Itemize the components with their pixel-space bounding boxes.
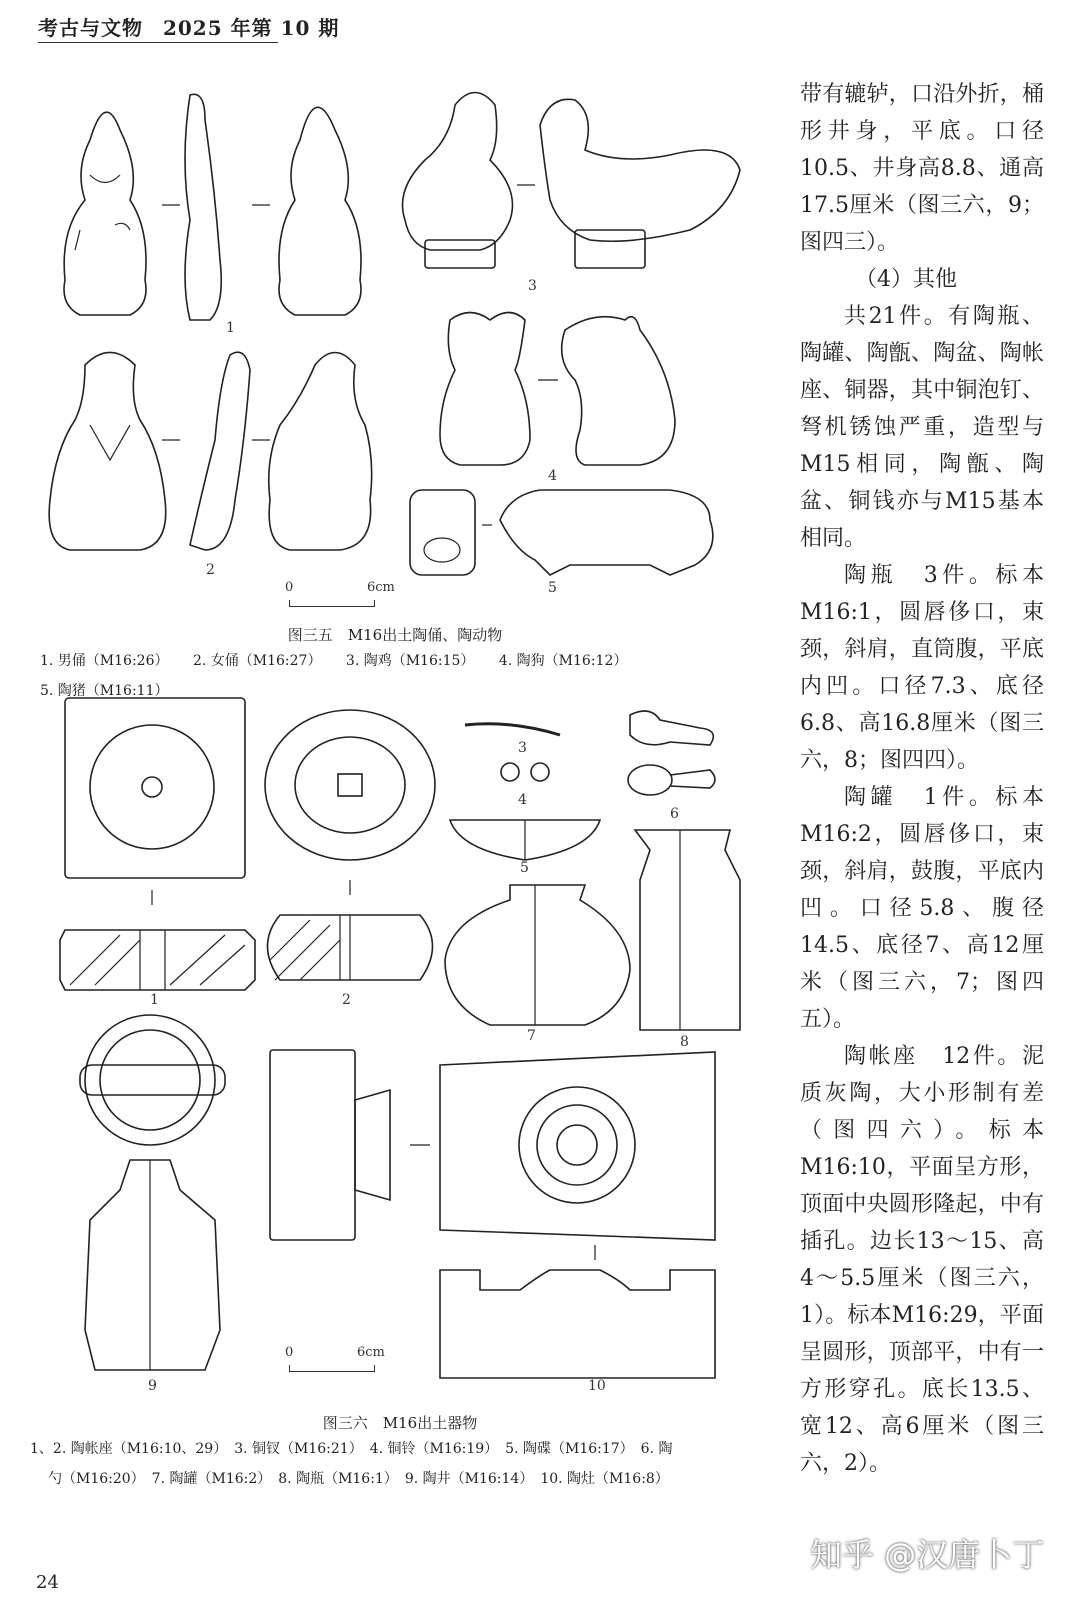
section-heading-other: （4）其他	[855, 267, 957, 292]
pottery-stove-drawing	[270, 1050, 715, 1378]
fig36-number-7: 7	[527, 1028, 536, 1044]
fig35-legend-4: 4. 陶狗（M16:12）	[498, 653, 628, 669]
fig36-number-1: 1	[150, 992, 159, 1008]
page-number: 24	[36, 1572, 59, 1593]
fig35-number-2: 2	[206, 562, 215, 578]
fig36-scale-end: 6cm	[357, 1345, 385, 1360]
fig35-legend-5: 5. 陶猪（M16:11）	[40, 683, 169, 699]
bronze-bells-drawing	[501, 763, 549, 781]
header-rule	[38, 42, 278, 43]
male-figurine-drawing	[64, 94, 361, 320]
watermark: 知乎 @汉唐卜丁	[810, 1536, 1045, 1574]
fig35-legend-3: 3. 陶鸡（M16:15）	[345, 653, 475, 669]
fig36-number-4: 4	[518, 792, 527, 808]
figure-35-drawing	[30, 80, 790, 680]
body-paragraph-3: 陶瓶 3件。标本M16:1，圆唇侈口，束颈，斜肩，直筒腹，平底内凹。口径7.3、底径6.8、高16.8厘米（图三六，8；图四四）。	[800, 563, 1044, 773]
fig36-scale-zero: 0	[285, 1345, 294, 1360]
journal-name: 考古与文物	[38, 16, 143, 40]
pottery-dog-drawing	[440, 313, 675, 466]
body-paragraph-4: 陶罐 1件。标本M16:2，圆唇侈口，束颈，斜肩，鼓腹，平底内凹。口径5.8、腹径14.5、底径7、高12厘米（图三六，7；图四五）。	[800, 785, 1044, 1032]
fig35-legend-1: 1. 男俑（M16:26）	[40, 653, 169, 669]
figure-35-caption: 图三五 M16出土陶俑、陶动物	[287, 626, 503, 644]
square-tent-base-drawing	[60, 698, 255, 990]
fig36-number-10: 10	[588, 1378, 606, 1394]
fig35-scale-zero: 0	[285, 580, 294, 595]
fig35-scale-end: 6cm	[367, 580, 395, 595]
figure-36	[40, 690, 780, 1410]
fig36-number-6: 6	[670, 806, 679, 822]
body-paragraph-5: 陶帐座 12件。泥质灰陶，大小形制有差（图四六）。标本M16:10，平面呈方形，顶面中央圆形隆起，中有插孔。边长13～15、高4～5.5厘米（图三六，1）。标本M16:29，平面呈圆形，顶部平，中有一方形穿孔。底长13.5、宽12、高6厘米（图三六，2）。	[800, 1044, 1044, 1476]
fig35-number-4: 4	[548, 468, 557, 484]
body-paragraph-1: 带有辘轳，口沿外折，桶形井身，平底。口径10.5、井身高8.8、通高17.5厘米（图三六，9；图四三）。	[800, 82, 1044, 255]
fig36-number-8: 8	[680, 1034, 689, 1050]
issue-label: 2025 年第 10 期	[162, 16, 340, 40]
fig36-number-2: 2	[342, 992, 351, 1008]
figure-36-legend	[30, 1434, 790, 1494]
pottery-well-drawing	[80, 1015, 225, 1370]
pottery-chicken-drawing	[403, 93, 741, 269]
running-header	[38, 12, 339, 41]
fig36-scale-bar	[285, 1345, 395, 1360]
hairpin-drawing	[465, 724, 560, 735]
fig35-scale-bar	[285, 580, 395, 595]
fig36-scale-line	[289, 1365, 375, 1372]
figure-35	[30, 80, 790, 680]
body-paragraph-2: 共21件。有陶瓶、陶罐、陶甑、陶盆、陶帐座、铜器，其中铜泡钉、弩机锈蚀严重，造型与M15相同，陶甑、陶盆、铜钱亦与M15基本相同。	[800, 304, 1044, 551]
fig36-number-3: 3	[518, 740, 527, 756]
fig36-legend-line-1: 1、2. 陶帐座（M16:10、29） 3. 铜钗（M16:21） 4. 铜铃（M16:19） 5. 陶碟（M16:17） 6. 陶	[30, 1441, 673, 1457]
fig35-number-5: 5	[548, 580, 557, 596]
fig35-number-3: 3	[528, 278, 537, 294]
fig35-number-1: 1	[226, 320, 235, 336]
fig36-number-9: 9	[148, 1378, 157, 1394]
fig36-number-5: 5	[520, 860, 529, 876]
pottery-ladle-drawing	[628, 711, 715, 795]
fig35-legend-2: 2. 女俑（M16:27）	[192, 653, 322, 669]
fig35-scale-line	[289, 600, 375, 607]
female-figurine-drawing	[49, 352, 372, 550]
figure-36-drawing	[40, 690, 780, 1410]
round-tent-base-drawing	[265, 710, 435, 980]
fig36-legend-line-2: 勺（M16:20） 7. 陶罐（M16:2） 8. 陶瓶（M16:1） 9. 陶井（M16:14） 10. 陶灶（M16:8）	[48, 1471, 669, 1487]
pottery-bottle-drawing	[635, 830, 740, 1030]
pottery-pig-drawing	[410, 490, 713, 575]
figure-36-caption: 图三六 M16出土器物	[322, 1414, 478, 1432]
body-text-column	[800, 76, 1044, 1482]
pottery-jar-drawing	[445, 885, 630, 1025]
pottery-dish-drawing	[450, 820, 600, 860]
